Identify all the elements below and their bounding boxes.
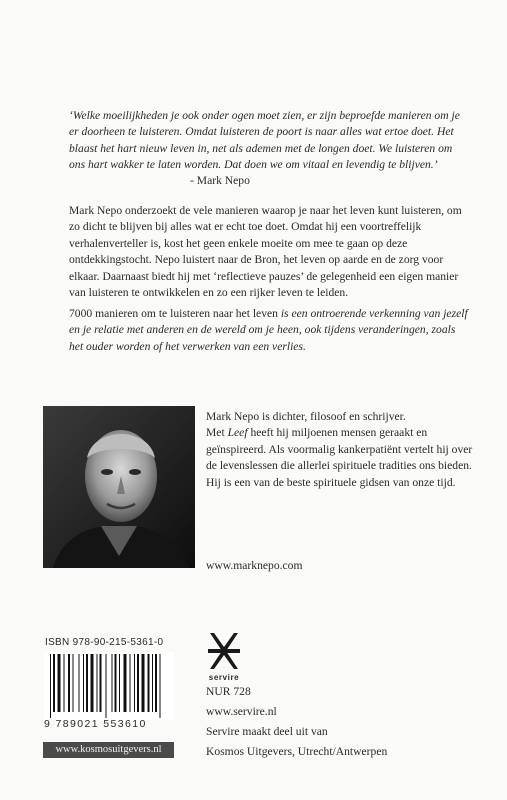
- barcode-bar: [83, 654, 84, 712]
- barcode-bar: [142, 654, 145, 712]
- barcode-bar: [160, 654, 161, 718]
- kosmos-website-link[interactable]: www.kosmosuitgevers.nl: [43, 742, 174, 758]
- barcode-bar: [68, 654, 70, 712]
- isbn-label: ISBN 978-90-215-5361-0: [45, 637, 164, 648]
- bio-book-title: Leef: [227, 426, 248, 440]
- barcode-bar: [106, 654, 107, 718]
- book-title-inline: 7000 manieren om te luisteren naar het leven: [69, 307, 278, 320]
- barcode-bar: [50, 654, 51, 718]
- barcode-bar: [86, 654, 88, 712]
- servire-logo-icon: [208, 629, 240, 673]
- author-bio: [206, 409, 476, 491]
- barcode-image: [44, 652, 174, 720]
- barcode-bar: [91, 654, 94, 712]
- bio-line1: Mark Nepo is dichter, filosoof en schrijver.: [206, 410, 406, 423]
- barcode-bar: [124, 654, 127, 712]
- barcode-bar: [130, 654, 131, 712]
- kosmos-location: Kosmos Uitgevers, Utrecht/Antwerpen: [206, 745, 388, 758]
- bio-pre: Met: [206, 426, 228, 440]
- quote-author: - Mark Nepo: [190, 174, 250, 187]
- summary-paragraph: [69, 306, 469, 355]
- bio-rest: heeft hij miljoenen mensen geraakt en geïnspireerd. Als voormalig kankerpatiënt vertelt hij over de levenslessen die allerlei spirituele tradities ons bieden. Hij is een van de beste spirituele gidsen van onze tijd.: [206, 426, 473, 489]
- barcode-digits: 9 789021 553610: [44, 718, 147, 730]
- barcode-bar: [137, 654, 139, 712]
- barcode-bar: [100, 654, 102, 712]
- barcode-bar: [58, 654, 61, 712]
- barcode-bar: [112, 654, 113, 712]
- description-paragraph: Mark Nepo onderzoekt de vele manieren waarop je naar het leven kunt luisteren, om zo dicht te blijven bij alles wat er echt toe doet. Omdat hij een voortreffelijk verhalenverteller is, kost het geen enkele moeite om mee te gaan op deze ontdekkingstocht. Nepo luistert naar de Bron, het leven op aarde en de zorg voor elkaar. Daarnaast biedt hij met ‘reflectieve pauzes’ de gelegenheid een eigen manier van luisteren te ontwikkelen en zo een rijker leven te leiden.: [69, 204, 462, 300]
- barcode-bar: [97, 654, 98, 712]
- barcode-bar: [115, 654, 117, 712]
- back-cover-quote: ‘Welke moeilijkheden je ook onder ogen moet zien, er zijn beproefde manieren om je er doorheen te luisteren. Omdat luisteren de poort is naar alles wat ertoe doet. Het blaast het hart nieuw leven in, net als ademen met de longen doet. We luisteren om ons hart wakker te laten worden. Dat doen we om vitaal en levendig te blijven.’: [69, 109, 460, 172]
- barcode-bar: [119, 654, 120, 712]
- servire-part-of: Servire maakt deel uit van: [206, 725, 328, 738]
- summary-text: is een ontroerende verkenning van jezelf en je relatie met anderen en de wereld om je heen, ook tijdens veranderingen, zoals het ouder worden of het verwerken van een verlies.: [69, 307, 468, 353]
- author-website-link[interactable]: www.marknepo.com: [206, 559, 303, 572]
- barcode-bar: [148, 654, 150, 712]
- barcode-bar: [134, 654, 135, 712]
- nur-code: NUR 728: [206, 685, 251, 698]
- barcode-bar: [53, 654, 55, 712]
- servire-logo-word: servire: [208, 673, 240, 682]
- author-photo: [43, 406, 195, 568]
- author-portrait-image: [43, 406, 195, 568]
- servire-website-link[interactable]: www.servire.nl: [206, 705, 277, 718]
- barcode-bar: [64, 654, 65, 712]
- barcode-bar: [155, 654, 157, 712]
- barcode-bar: [79, 654, 80, 712]
- barcode-bar: [152, 654, 153, 712]
- barcode: [44, 652, 174, 720]
- barcode-bar: [73, 654, 74, 712]
